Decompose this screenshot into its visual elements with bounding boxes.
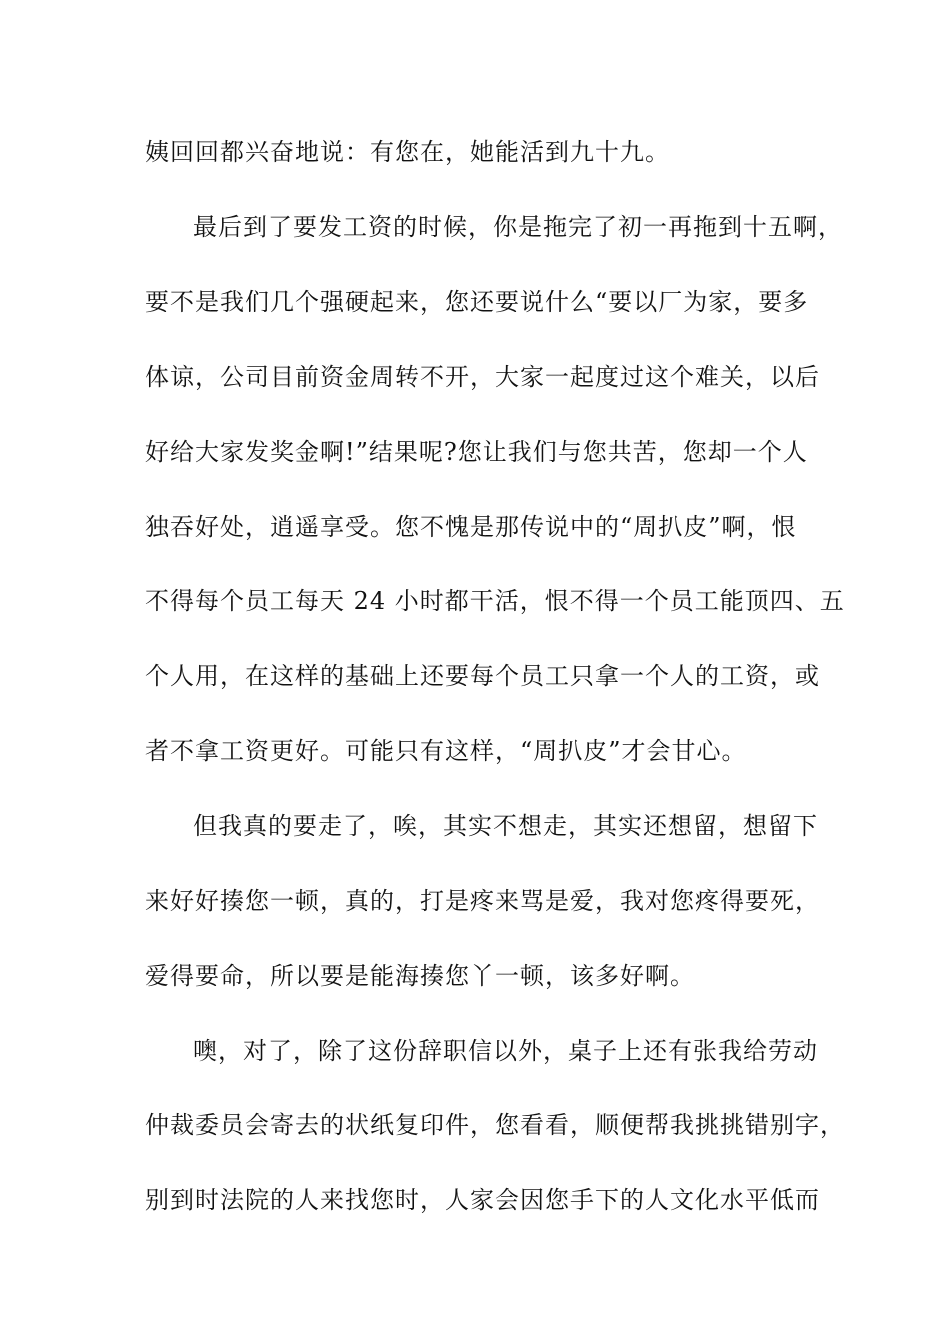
text-line-3: 要不是我们几个强硬起来，您还要说什么“要以厂为家，要多 [145,288,809,316]
paragraph-start-line-2: 最后到了要发工资的时候，你是拖完了初一再拖到十五啊， [193,213,843,241]
text-line-7: 不得每个员工每天 24 小时都干活，恨不得一个员工能顶四、五 [145,587,845,615]
text-line-1: 姨回回都兴奋地说：有您在，她能活到九十九。 [145,138,670,166]
text-line-4: 体谅，公司目前资金周转不开，大家一起度过这个难关，以后 [145,363,820,391]
paragraph-start-line-10: 但我真的要走了，唉，其实不想走，其实还想留，想留下 [193,812,818,840]
paragraph-start-line-13: 噢，对了，除了这份辞职信以外，桌子上还有张我给劳动 [193,1037,818,1065]
text-line-11: 来好好揍您一顿，真的，打是疼来骂是爱，我对您疼得要死， [145,887,820,915]
text-line-8: 个人用，在这样的基础上还要每个员工只拿一个人的工资，或 [145,662,820,690]
text-line-15: 别到时法院的人来找您时，人家会因您手下的人文化水平低而 [145,1186,820,1214]
text-line-9: 者不拿工资更好。可能只有这样，“周扒皮”才会甘心。 [145,737,747,765]
text-line-14: 仲裁委员会寄去的状纸复印件，您看看，顺便帮我挑挑错别字， [145,1111,845,1139]
text-line-5: 好给大家发奖金啊!”结果呢?您让我们与您共苦，您却一个人 [145,438,808,466]
text-line-12: 爱得要命，所以要是能海揍您丫一顿，该多好啊。 [145,962,695,990]
text-line-6: 独吞好处，逍遥享受。您不愧是那传说中的“周扒皮”啊，恨 [145,513,797,541]
